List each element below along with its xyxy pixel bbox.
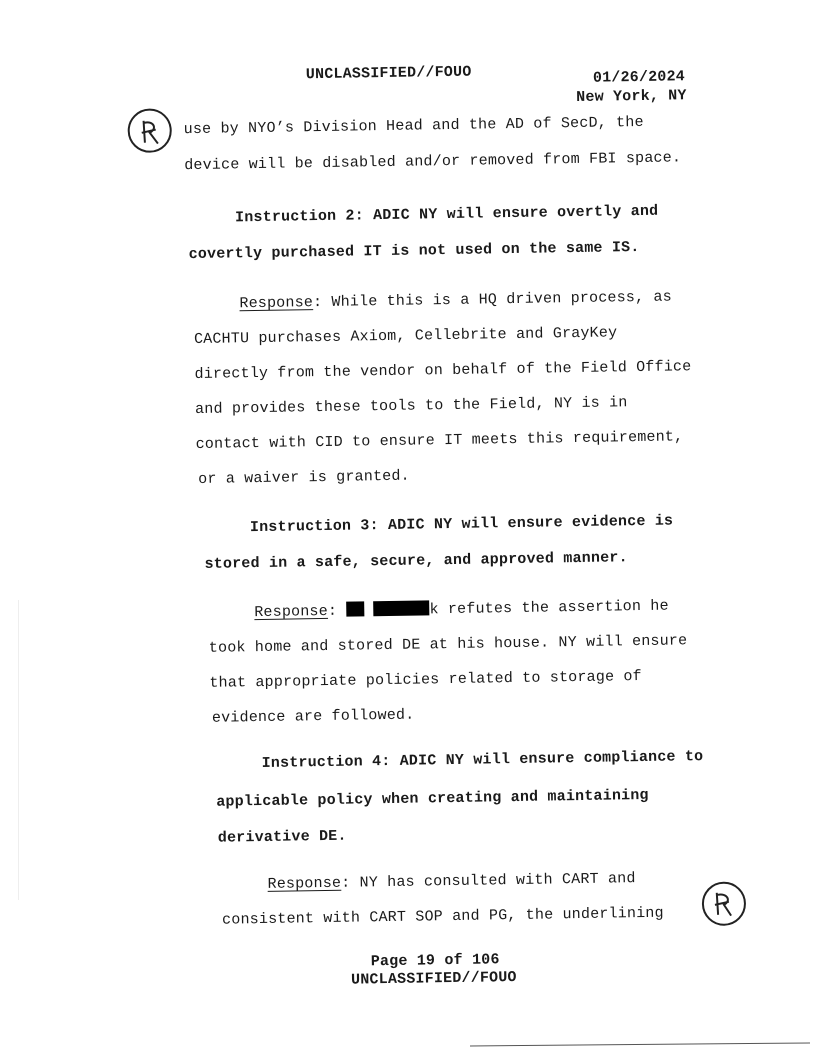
initials-mark-bottom [702,881,747,926]
response-2-line: and provides these tools to the Field, NY is in [194,394,628,418]
instruction-2-heading: Instruction 2: ADIC NY will ensure overtly and [234,202,659,227]
response-2-line: Response: While this is a HQ driven process, as [239,288,673,313]
footer-page-number: Page 19 of 106 [370,951,500,971]
initials-mark-top [127,108,172,153]
response-3-line: took home and stored DE at his house. NY will ensure [208,632,688,657]
redaction-block [373,600,429,616]
response-label: Response [267,874,342,893]
response-4-line: Response: NY has consulted with CART and [267,870,636,893]
response-2-line: contact with CID to ensure IT meets this requirement, [195,428,684,453]
instruction-4-heading-cont: applicable policy when creating and maintaining [216,786,649,811]
instruction-4-heading-cont: derivative DE. [217,827,347,847]
footer-classification: UNCLASSIFIED//FOUO [350,969,517,989]
paragraph-line: use by NYO’s Division Head and the AD of SecD, the [183,113,644,139]
response-label: Response [254,602,329,622]
response-2-line: directly from the vendor on behalf of the Field Office [194,358,692,383]
response-3-line: evidence are followed. [211,706,415,727]
header-date: 01/26/2024 [592,68,686,87]
response-2-line: CACHTU purchases Axiom, Cellebrite and GrayKey [193,324,618,348]
instruction-3-heading-cont: stored in a safe, secure, and approved manner. [204,549,628,573]
instruction-4-heading: Instruction 4: ADIC NY will ensure compliance to [261,748,704,772]
instruction-3-heading: Instruction 3: ADIC NY will ensure evidence is [249,512,674,537]
response-3-line: Response: k refutes the assertion he [254,597,669,622]
response-2-line: or a waiver is granted. [198,467,410,488]
paragraph-line: device will be disabled and/or removed from FBI space. [184,149,682,175]
instruction-2-heading-cont: covertly purchased IT is not used on the same IS. [188,238,640,264]
redaction-block [346,601,364,616]
response-3-line: that appropriate policies related to storage of [209,668,642,692]
header-classification: UNCLASSIFIED//FOUO [305,63,472,84]
response-label: Response [239,294,314,313]
header-location: New York, NY [576,87,687,106]
response-4-line: consistent with CART SOP and PG, the underlining [221,904,664,929]
scan-edge-shadow [18,600,19,900]
